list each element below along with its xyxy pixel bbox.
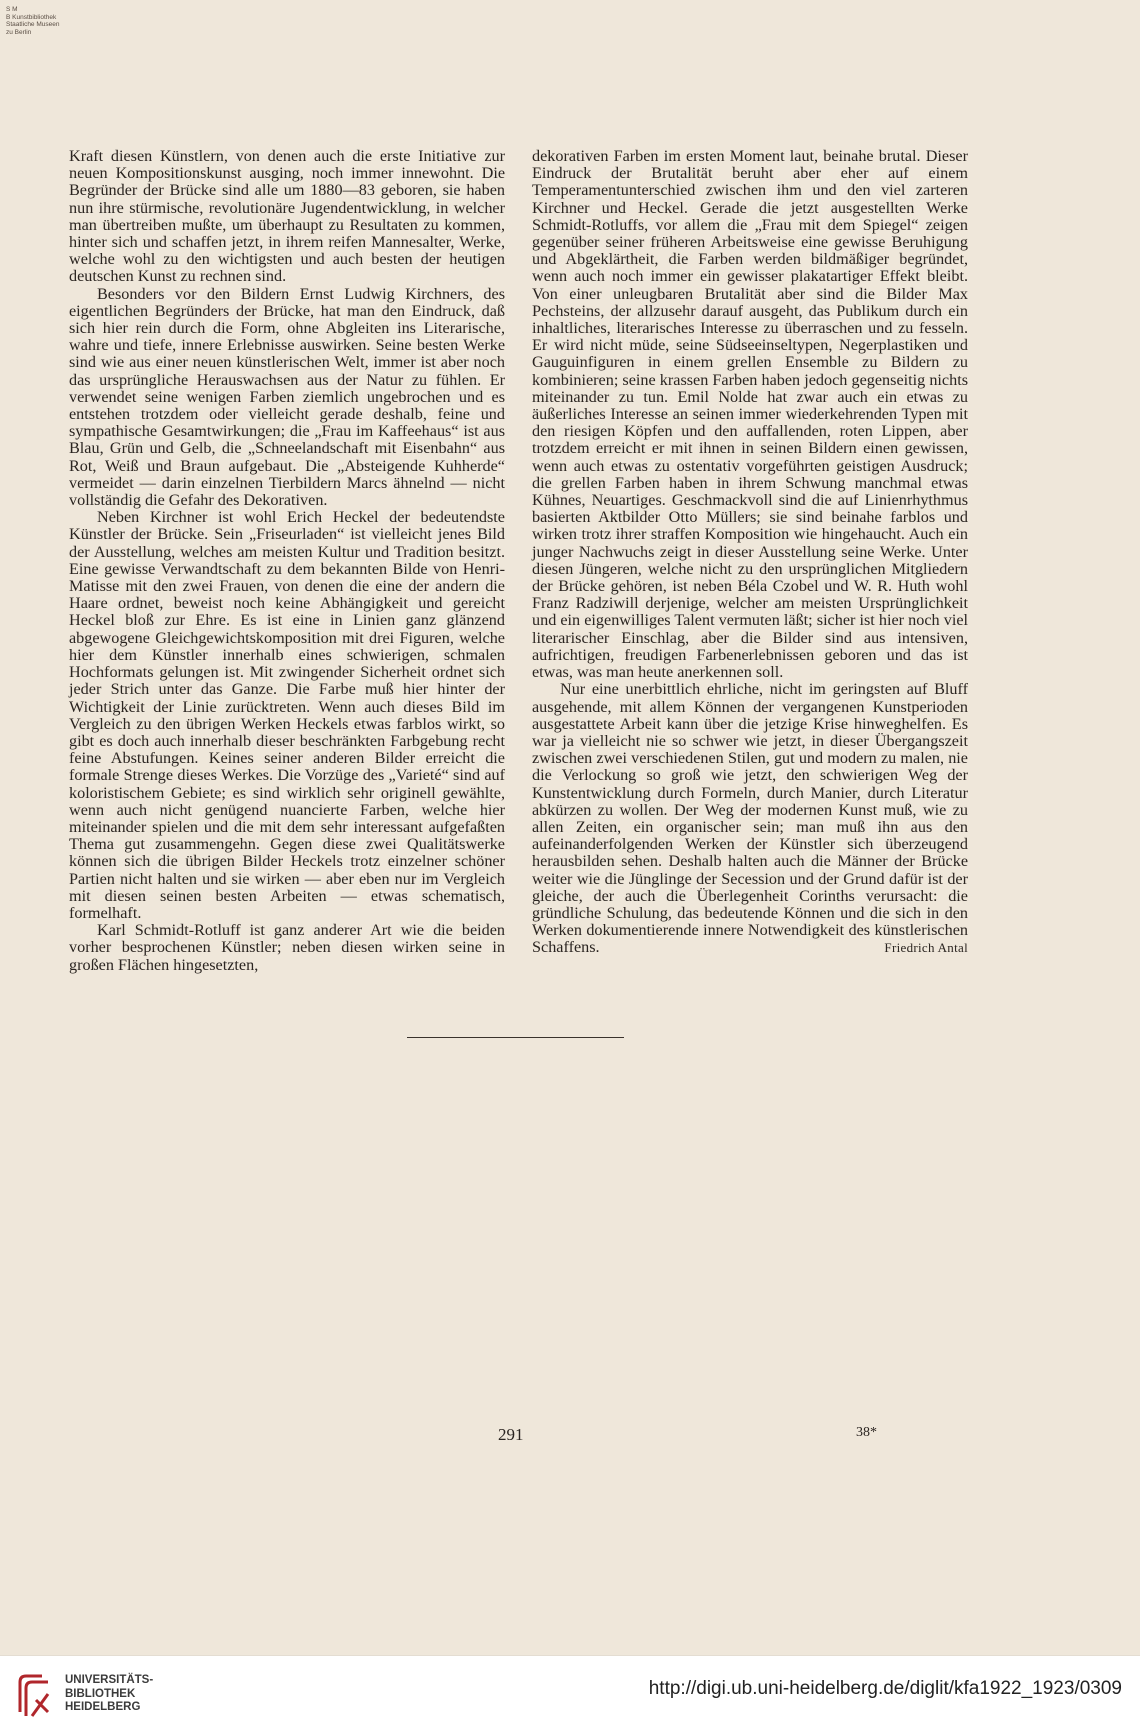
library-name[interactable] <box>65 1674 153 1715</box>
paragraph-text: Nur eine unerbittlich ehrliche, nicht im geringsten auf Bluff ausgehende, mit allem Können der vergangenen Kunstperioden ausgestattete Arbeit kann über die jetzige Krise hinweghelfen. Es war ja vielleicht nie so schwer wie jetzt, in dieser Übergangszeit zwischen zwei verschiedenen Stilen, gut und modern zu malen, nie die Verlockung so groß wie jetzt, den schwierigen Weg der Kunstentwicklung durch Formeln, durch Manier, durch Literatur abkürzen zu wollen. Der Weg der modernen Kunst muß, wie zu allen Zeiten, ein organischer sein; man muß ihn aus den aufeinanderfolgenden Werken der Künstler sich überzeugend herausbilden sehen. Deshalb halten auch die Männer der Brücke weiter wie die Jünglinge der Secession und der Grund dafür ist der gleiche, der auch die Überlegenheit Corinths verursacht: die gründliche Schulung, das bedeutende Können und die sich in den Werken dokumentierende innere Notwendigkeit des künstlerischen Schaffens. <box>532 680 968 957</box>
stamp-line: B Kunstbibliothek <box>6 13 57 21</box>
paragraph: dekorativen Farben im ersten Moment laut, beinahe brutal. Dieser Eindruck der Brutalität beruht aber eher auf einem Temperamentunterschied zwischen ihm und den viel zarteren Kirchner und Heckel. Gerade die jetzt ausgestellten Werke Schmidt-Rotluffs, vor allem die „Frau mit dem Spiegel“ zeigen gegenüber seiner früheren Arbeitsweise eine gewisse Beruhigung und Abgeklärtheit, die Farben werden bildmäßiger begründet, wenn auch noch immer ein gewisser plakatartiger Effekt bleibt. Von einer unleugbaren Brutalität aber sind die Bilder Max Pechsteins, der allzusehr darauf ausgeht, das Publikum durch ein inhaltliches, literarisches Interesse zu überraschen und zu fesseln. Er wird nicht müde, seine Südseeinseltypen, Negerplastiken und Gauguinfiguren in einem grellen Ensemble zu Bildern zu kombinieren; seine krassen Farben haben jedoch gegenseitig nichts miteinander zu tun. Emil Nolde hat zwar auch ein etwas zu äußerliches Interesse an seinen immer wiederkehrenden Typen mit den riesigen Köpfen und den auffallenden, roten Lippen, aber trotzdem erreicht er mit ihnen in seinen Bildern einen gewissen, wenn auch etwas zu ostentativ vorgeführten geistigen Ausdruck; die grellen Farben haben in ihrem Schwung manchmal etwas Kühnes, Neuartiges. Geschmackvoll sind die auf Linienrhythmus basierten Aktbilder Otto Müllers; sie sind beinahe farblos und wirken trotz ihrer straffen Komposition wie hingehaucht. Auch ein junger Nachwuchs zeigt in dieser Ausstellung seine Werke. Unter diesen Jüngeren, welche nicht zu den ursprünglichen Mitgliedern der Brücke gehören, ist neben Béla Czobel und W. R. Huth wohl Franz Radziwill derjenige, welcher am meisten Ursprünglichkeit und ein eigenwilliges Talent vermuten läßt; sicher ist hier noch viel literarischer Einschlag, aber die Bilder sind aus intensiven, aufrichtigen, freudigen Farbenerlebnissen geboren und das ist etwas, was man heute anerkennen soll. <box>532 147 968 682</box>
right-text-column <box>532 148 968 957</box>
section-divider <box>407 1037 624 1038</box>
author-signature: Friedrich Antal <box>884 940 968 956</box>
stamp-line: Staatliche Museen <box>6 21 60 28</box>
library-line: BIBLIOTHEK <box>65 1687 136 1700</box>
paragraph: Neben Kirchner ist wohl Erich Heckel der bedeutendste Künstler der Brücke. Sein „Friseurladen“ ist vielleicht jenes Bild der Ausstellung, welches am meisten Kultur und Tradition besitzt. Eine gewisse Verwandtschaft zu dem bekannten Bilde von Henri-Matisse mit den zwei Frauen, von denen die eine der andern die Haare ordnet, beweist noch keine Abhängigkeit und gereicht Heckel bloß zur Ehre. Es ist eine in Linien ganz glänzend abgewogene Gleichgewichtskomposition mit drei Figuren, welche hier dem Künstler innerhalb eines schwierigen, schmalen Hochformats gelungen ist. Mit zwingender Sicherheit ordnet sich jeder Strich unter das Ganze. Die Farbe muß hier hinter der Wichtigkeit der Linie zurücktreten. Wenn auch dieses Bild im Vergleich zu den übrigen Werken Heckels etwas farblos wirkt, so gibt es doch auch innerhalb dieser beschränkten Farbgebung recht feine Abstufungen. Keines seiner anderen Bilder erreicht die formale Strenge dieses Werkes. Die Vorzüge des „Varieté“ sind auf koloristischem Gebiete; es sind wirklich sehr originell gewählte, wenn auch nicht genügend nuancierte Farben, welche hier miteinander spielen und die mit dem sehr interessant aufgefaßten Thema gut zusammengehn. Gegen diese zwei Qualitätswerke können sich die übrigen Bilder Heckels trotz einzelner schöner Partien nicht halten und sie wirken — aber eben nur im Vergleich mit diesen seinen besten Arbeiten — etwas schematisch, formelhaft. <box>69 508 505 922</box>
library-line: UNIVERSITÄTS- <box>65 1674 154 1686</box>
paragraph: Kraft diesen Künstlern, von denen auch die erste Initiative zur neuen Kompositionskunst ausging, noch immer innewohnt. Die Begründer der Brücke sind alle um 1880—83 geboren, sie haben nun ihre stürmische, revolutionäre Jugendentwicklung, in welcher man übertreiben mußte, um überhaupt zu Resultaten zu kommen, hinter sich und schaffen jetzt, in ihrem reifen Mannesalter, Werke, welche wohl zu den wichtigsten und auch besten der heutigen deutschen Kunst zu rechnen sind. <box>69 147 505 286</box>
viewer-footer <box>0 1655 1140 1736</box>
paragraph-last <box>532 681 968 956</box>
left-text-column <box>69 148 505 974</box>
university-library-logo-icon[interactable] <box>14 1672 54 1718</box>
stamp-line: S M <box>6 6 18 13</box>
stamp-line: zu Berlin <box>6 28 32 36</box>
permalink-url[interactable]: http://digi.ub.uni-heidelberg.de/diglit/kfa1922_1923/0309 <box>648 1678 1122 1699</box>
paragraph: Karl Schmidt-Rotluff ist ganz anderer Art wie die beiden vorher besprochenen Künstler; neben diesen wirken seine in großen Flächen hingesetzten, <box>69 921 505 974</box>
signature-mark: 38* <box>856 1425 877 1440</box>
page-number: 291 <box>498 1425 524 1444</box>
library-stamp <box>6 6 59 36</box>
paragraph: Besonders vor den Bildern Ernst Ludwig Kirchners, des eigentlichen Begründers der Brücke, hat man den Eindruck, daß sich hier rein durch die Form, ohne Abgleiten ins Literarische, wahre und tiefe, innere Erlebnisse auswirken. Seine besten Werke sind wie aus einer neuen künstlerischen Welt, immer ist aber noch das ursprüngliche Herauswachsen aus der Natur zu fühlen. Er verwendet seine wenigen Farben ziemlich ungebrochen und es entstehen trotzdem oder vielleicht gerade deshalb, feine und sympathische Gesamtwirkungen; die „Frau im Kaffeehaus“ ist aus Blau, Grün und Gelb, die „Schneelandschaft mit Eisenbahn“ aus Rot, Weiß und Braun aufgebaut. Die „Absteigende Kuhherde“ vermeidet — darin einzelnen Tierbildern Marcs ähnelnd — nicht vollständig die Gefahr des Dekorativen. <box>69 284 505 510</box>
library-line: HEIDELBERG <box>65 1701 141 1713</box>
